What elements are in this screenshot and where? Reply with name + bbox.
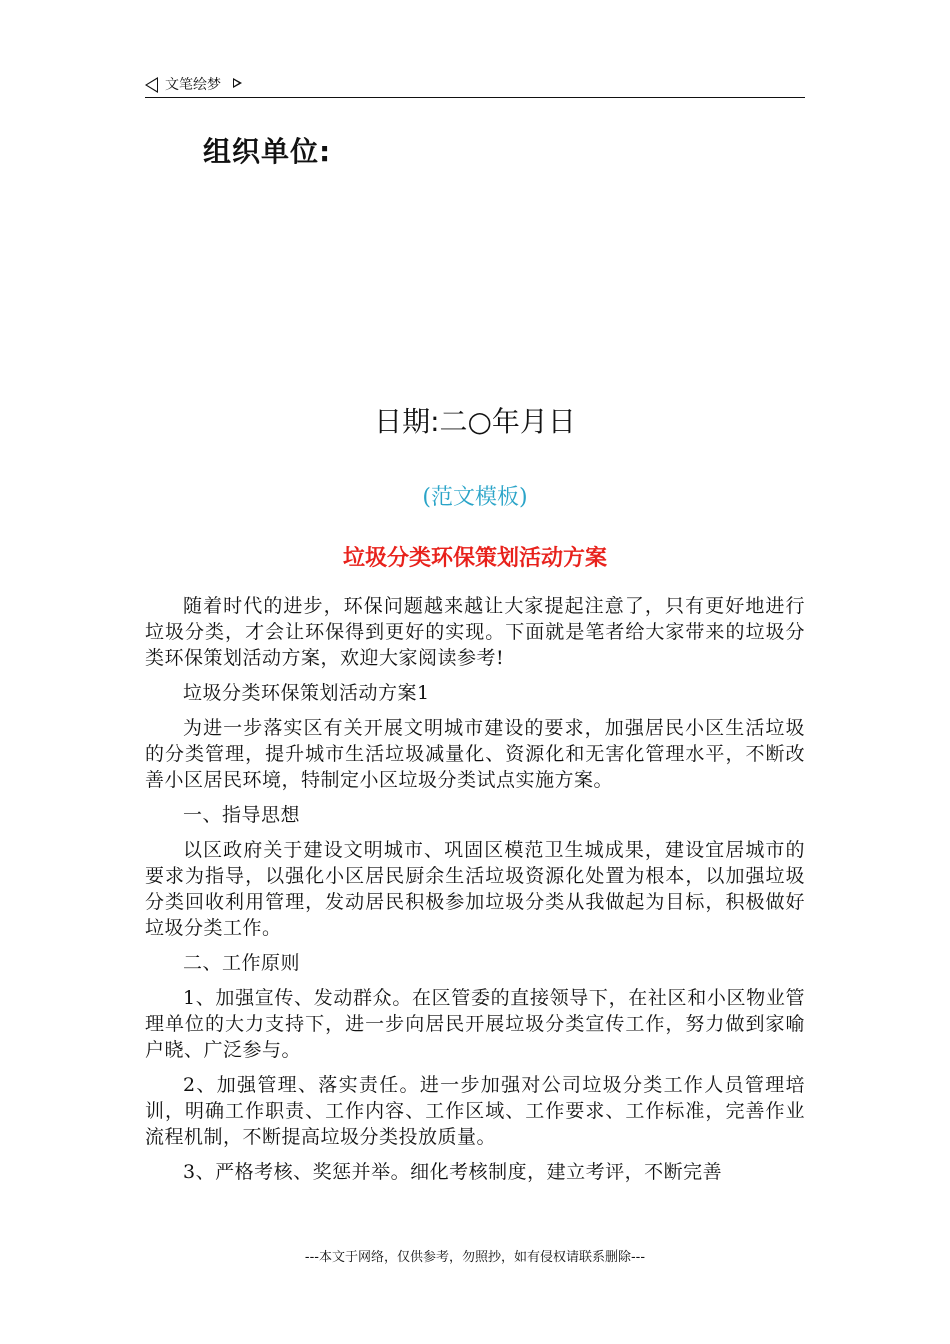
organization-label: 组织单位: [203, 135, 332, 168]
header-brand: 文笔绘梦 [165, 77, 221, 93]
paragraph-guiding-idea: 以区政府关于建设文明城市、巩固区模范卫生城成果，建设宜居城市的要求为指导，以强化小区居民厨余生活垃圾资源化处置为根本，以加强垃圾分类回收利用管理，发动居民积极参加垃圾分类从我做起为目标，积极做好垃圾分类工作。 [145, 839, 805, 939]
heading-work-principles: 二、工作原则 [183, 952, 301, 974]
triangle-right-icon [233, 78, 242, 88]
paragraph-principle-3: 3、严格考核、奖惩并举。细化考核制度，建立考评，不断完善 [183, 1161, 723, 1183]
paragraph-section-title: 垃圾分类环保策划活动方案1 [183, 682, 430, 704]
triangle-left-icon [145, 77, 158, 93]
date-label: 日期:二○年月日 [374, 405, 576, 438]
header-divider [145, 97, 805, 98]
template-label: (范文模板) [422, 485, 528, 510]
paragraph-intro: 随着时代的进步，环保问题越来越让大家提起注意了，只有更好地进行垃圾分类，才会让环保得到更好的实现。下面就是笔者给大家带来的垃圾分类环保策划活动方案，欢迎大家阅读参考! [145, 595, 805, 669]
document-body [145, 593, 805, 1194]
document-title: 垃圾分类环保策划活动方案 [342, 546, 607, 571]
paragraph-principle-1: 1、加强宣传、发动群众。在区管委的直接领导下，在社区和小区物业管理单位的大力支持下，进一步向居民开展垃圾分类宣传工作，努力做到家喻户晓、广泛参与。 [145, 987, 805, 1061]
heading-guiding-idea: 一、指导思想 [183, 804, 301, 826]
paragraph-purpose: 为进一步落实区有关开展文明城市建设的要求，加强居民小区生活垃圾的分类管理，提升城市生活垃圾减量化、资源化和无害化管理水平，不断改善小区居民环境，特制定小区垃圾分类试点实施方案。 [145, 717, 805, 791]
page-header [145, 73, 805, 97]
page-footer: ---本文于网络，仅供参考，勿照抄，如有侵权请联系删除--- [304, 1250, 646, 1265]
paragraph-principle-2: 2、加强管理、落实责任。进一步加强对公司垃圾分类工作人员管理培训，明确工作职责、工作内容、工作区域、工作要求、工作标准，完善作业流程机制，不断提高垃圾分类投放质量。 [145, 1074, 805, 1148]
